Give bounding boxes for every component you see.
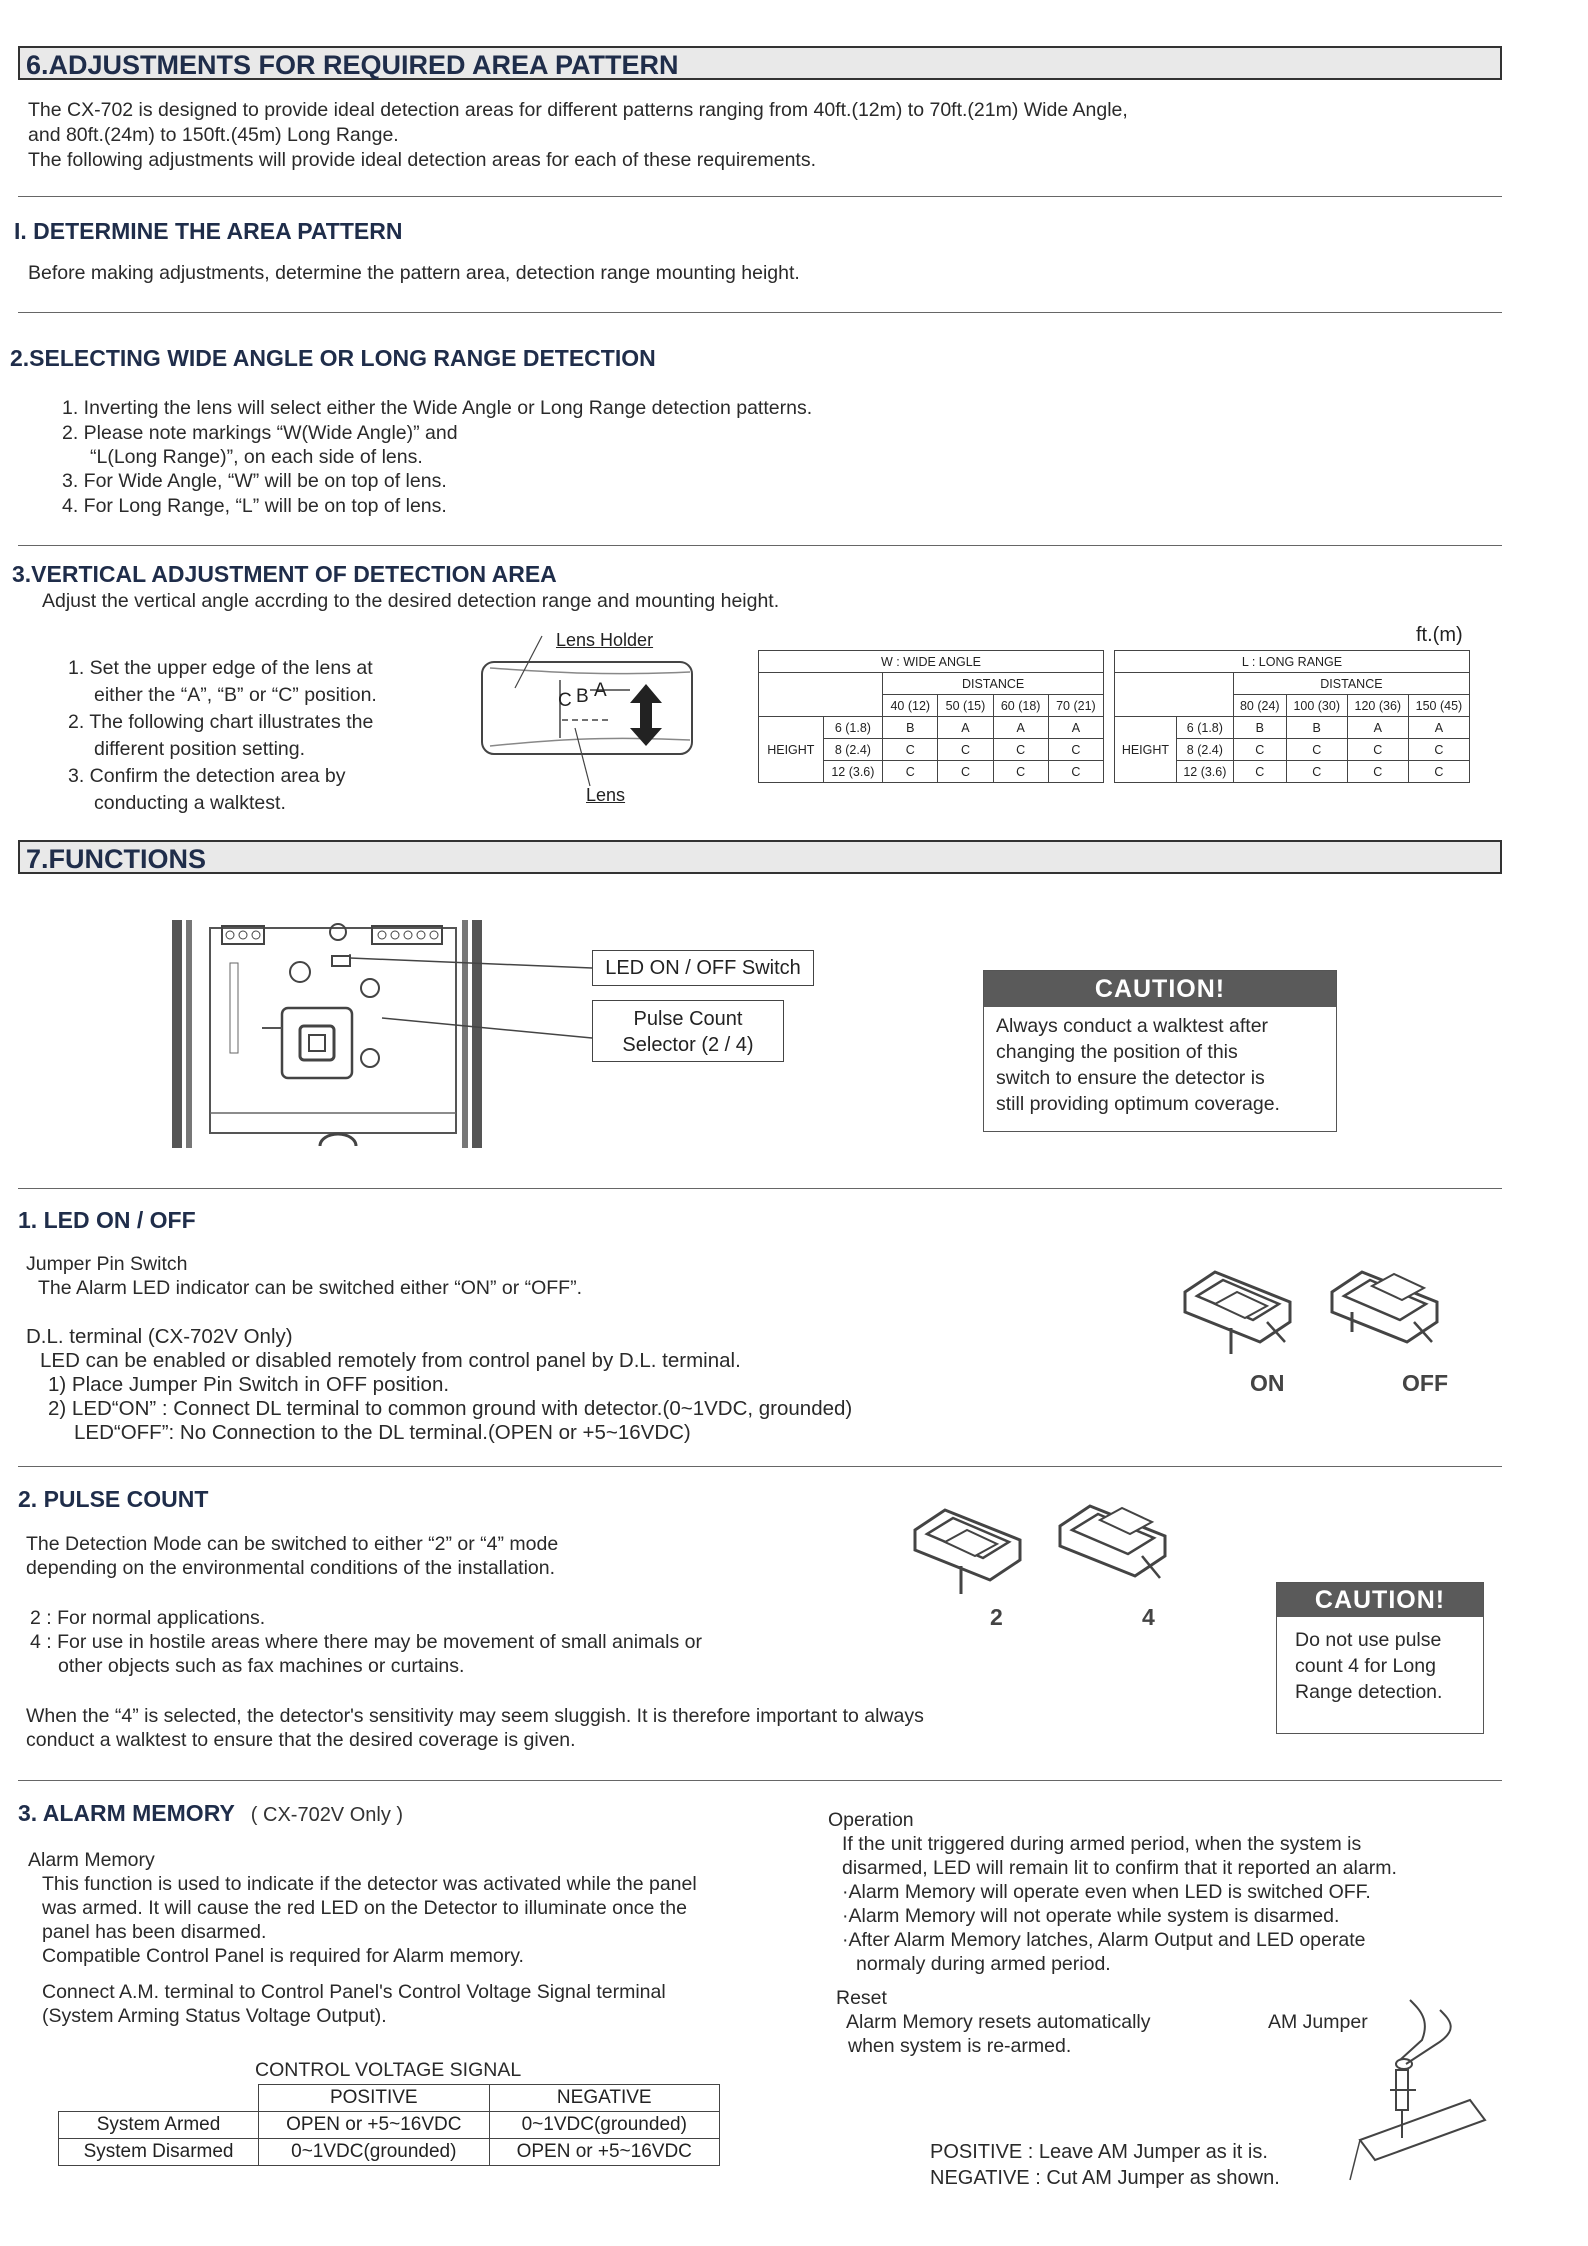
- selecting-heading: 2.SELECTING WIDE ANGLE OR LONG RANGE DETECTION: [10, 345, 656, 371]
- op-line: ·Alarm Memory will operate even when LED is switched OFF.: [842, 1881, 1371, 1903]
- section7-heading: 7.FUNCTIONS: [18, 840, 1502, 874]
- caution-line: Range detection.: [1295, 1681, 1443, 1703]
- long-cell: B: [1233, 717, 1286, 739]
- pulse-2-jumper-icon: [905, 1500, 1035, 1600]
- long-title: L : LONG RANGE: [1115, 651, 1470, 673]
- am-line: Compatible Control Panel is required for Alarm memory.: [42, 1945, 524, 1967]
- am-jumper-label: AM Jumper: [1268, 2011, 1368, 2033]
- reset-line-1: Alarm Memory resets automatically: [846, 2011, 1151, 2033]
- section6-intro-3: The following adjustments will provide ideal detection areas for each of these requirements.: [28, 149, 817, 171]
- cvs-title: CONTROL VOLTAGE SIGNAL: [255, 2059, 522, 2081]
- off-label: OFF: [1402, 1370, 1448, 1396]
- wide-cell: C: [993, 739, 1048, 761]
- wide-cell: C: [1048, 739, 1103, 761]
- vertical-step-2b: different position setting.: [94, 738, 306, 760]
- jumper-on-icon: [1175, 1262, 1305, 1362]
- memory-heading-note: ( CX-702V Only ): [250, 1804, 404, 1826]
- op-title: Operation: [828, 1809, 914, 1831]
- am-line: panel has been disarmed.: [42, 1921, 267, 1943]
- long-row-h: 6 (1.8): [1176, 717, 1233, 739]
- long-cell: B: [1286, 717, 1347, 739]
- divider: [18, 545, 1502, 546]
- unit-label: ft.(m): [1416, 624, 1463, 646]
- selecting-item-1: 1. Inverting the lens will select either the Wide Angle or Long Range detection patterns.: [62, 397, 813, 419]
- pulse-note-2: conduct a walktest to ensure that the desired coverage is given.: [26, 1729, 576, 1751]
- cvs-cell: 0~1VDC(grounded): [259, 2139, 489, 2166]
- wide-row-h: 6 (1.8): [823, 717, 883, 739]
- wide-cell: C: [993, 761, 1048, 783]
- lens-holder-label: Lens Holder: [556, 630, 654, 650]
- long-row-h: 8 (2.4): [1176, 739, 1233, 761]
- lens-letter-c: C: [558, 690, 572, 711]
- pulse-note-1: When the “4” is selected, the detector's sensitivity may seem sluggish. It is therefore important to always: [26, 1705, 924, 1727]
- wide-cell: A: [938, 717, 993, 739]
- wide-col: 70 (21): [1048, 695, 1103, 717]
- divider: [18, 196, 1502, 197]
- wide-cell: C: [938, 761, 993, 783]
- cvs-row-label: System Disarmed: [59, 2139, 259, 2166]
- pulse-opt-4a: 4 : For use in hostile areas where there may be movement of small animals or: [30, 1631, 702, 1653]
- wide-height: HEIGHT: [759, 717, 824, 783]
- dl-step-1: 1) Place Jumper Pin Switch in OFF position.: [48, 1373, 450, 1396]
- jumper-off-icon: [1322, 1262, 1452, 1362]
- selecting-item-2: 2. Please note markings “W(Wide Angle)” and: [62, 422, 458, 444]
- pulse-selector-callout: [592, 1000, 784, 1062]
- lens-diagram: [480, 628, 700, 798]
- wide-cell: A: [993, 717, 1048, 739]
- selecting-item-2b: “L(Long Range)”, on each side of lens.: [90, 446, 423, 468]
- caution-title: CAUTION!: [1277, 1583, 1483, 1617]
- vertical-step-2: 2. The following chart illustrates the: [68, 711, 374, 733]
- section6-intro-2: and 80ft.(24m) to 150ft.(45m) Long Range.: [28, 124, 399, 146]
- wide-distance: DISTANCE: [883, 673, 1104, 695]
- vertical-subtext: Adjust the vertical angle accrding to the desired detection range and mounting height.: [42, 590, 780, 612]
- caution-box-2: [1276, 1582, 1484, 1734]
- long-col: 150 (45): [1408, 695, 1469, 717]
- divider: [18, 1466, 1502, 1467]
- pulse-4-jumper-icon: [1050, 1496, 1180, 1596]
- caution-box-1: [983, 970, 1337, 1132]
- wide-col: 60 (18): [993, 695, 1048, 717]
- wide-row-h: 8 (2.4): [823, 739, 883, 761]
- connect-line-2: (System Arming Status Voltage Output).: [42, 2005, 387, 2027]
- negative-note: NEGATIVE : Cut AM Jumper as shown.: [930, 2167, 1280, 2189]
- selecting-item-3: 3. For Wide Angle, “W” will be on top of lens.: [62, 470, 447, 492]
- memory-heading-title: 3. ALARM MEMORY: [18, 1800, 235, 1826]
- am-line: was armed. It will cause the red LED on the Detector to illuminate once the: [42, 1897, 687, 1919]
- pulse-4-label: 4: [1142, 1604, 1155, 1630]
- long-cell: C: [1347, 739, 1408, 761]
- dl-text: LED can be enabled or disabled remotely from control panel by D.L. terminal.: [40, 1349, 741, 1372]
- long-cell: C: [1286, 761, 1347, 783]
- reset-line-2: when system is re-armed.: [848, 2035, 1072, 2057]
- section6-intro-1: The CX-702 is designed to provide ideal detection areas for different patterns ranging from 40ft.(12m) to 70ft.(21m) Wide Angle,: [28, 99, 1128, 121]
- callout-leader-lines: [330, 950, 600, 1060]
- wide-cell: C: [883, 739, 938, 761]
- long-cell: A: [1408, 717, 1469, 739]
- cvs-positive-header: POSITIVE: [259, 2085, 489, 2112]
- op-line: If the unit triggered during armed period, when the system is: [842, 1833, 1362, 1855]
- pulse-opt-4b: other objects such as fax machines or curtains.: [58, 1655, 465, 1677]
- vertical-step-1: 1. Set the upper edge of the lens at: [68, 657, 373, 679]
- wide-col: 40 (12): [883, 695, 938, 717]
- vertical-heading: 3.VERTICAL ADJUSTMENT OF DETECTION AREA: [12, 561, 557, 587]
- cvs-negative-header: NEGATIVE: [489, 2085, 719, 2112]
- long-cell: C: [1233, 761, 1286, 783]
- wide-title: W : WIDE ANGLE: [759, 651, 1104, 673]
- wide-cell: A: [1048, 717, 1103, 739]
- long-cell: C: [1347, 761, 1408, 783]
- caution-line: still providing optimum coverage.: [996, 1093, 1280, 1115]
- long-cell: A: [1347, 717, 1408, 739]
- long-range-table: [1114, 650, 1470, 783]
- dl-step-2: 2) LED“ON” : Connect DL terminal to common ground with detector.(0~1VDC, grounded): [48, 1397, 853, 1420]
- pulse-2-label: 2: [990, 1604, 1003, 1630]
- caution-line: switch to ensure the detector is: [996, 1067, 1265, 1089]
- determine-heading: I. DETERMINE THE AREA PATTERN: [14, 218, 403, 244]
- long-col: 120 (36): [1347, 695, 1408, 717]
- dl-step-3: LED“OFF”: No Connection to the DL terminal.(OPEN or +5~16VDC): [74, 1421, 691, 1444]
- led-heading: 1. LED ON / OFF: [18, 1207, 196, 1233]
- lens-label: Lens: [586, 785, 626, 805]
- memory-heading: [18, 1800, 403, 1827]
- long-distance: DISTANCE: [1233, 673, 1469, 695]
- jumper-text: The Alarm LED indicator can be switched either “ON” or “OFF”.: [38, 1277, 583, 1299]
- am-title: Alarm Memory: [28, 1849, 155, 1871]
- am-jumper-cut-illustration: [1340, 1990, 1490, 2190]
- section6-heading: 6.ADJUSTMENTS FOR REQUIRED AREA PATTERN: [18, 46, 1502, 80]
- wide-cell: B: [883, 717, 938, 739]
- wide-cell: C: [1048, 761, 1103, 783]
- wide-cell: C: [938, 739, 993, 761]
- caution-line: Do not use pulse: [1295, 1629, 1442, 1651]
- dl-title: D.L. terminal (CX-702V Only): [26, 1325, 293, 1348]
- long-row-h: 12 (3.6): [1176, 761, 1233, 783]
- on-label: ON: [1250, 1370, 1285, 1396]
- positive-note: POSITIVE : Leave AM Jumper as it is.: [930, 2141, 1268, 2163]
- pulse-selector-line-1: Pulse Count: [633, 1008, 743, 1030]
- vertical-step-3: 3. Confirm the detection area by: [68, 765, 346, 787]
- vertical-step-3b: conducting a walktest.: [94, 792, 286, 814]
- wide-angle-table: [758, 650, 1104, 783]
- caution-line: Always conduct a walktest after: [996, 1015, 1269, 1037]
- vertical-step-1b: either the “A”, “B” or “C” position.: [94, 684, 377, 706]
- caution-line: count 4 for Long: [1295, 1655, 1436, 1677]
- pulse-selector-line-2: Selector (2 / 4): [622, 1034, 754, 1056]
- lens-letter-b: B: [576, 686, 589, 707]
- control-voltage-table: [58, 2084, 720, 2166]
- pulse-heading: 2. PULSE COUNT: [18, 1486, 209, 1512]
- pulse-text-2: depending on the environmental conditions of the installation.: [26, 1557, 556, 1579]
- long-cell: C: [1408, 739, 1469, 761]
- long-cell: C: [1286, 739, 1347, 761]
- long-cell: C: [1233, 739, 1286, 761]
- op-line: ·After Alarm Memory latches, Alarm Output and LED operate: [842, 1929, 1366, 1951]
- divider: [18, 312, 1502, 313]
- wide-col: 50 (15): [938, 695, 993, 717]
- am-line: This function is used to indicate if the detector was activated while the panel: [42, 1873, 697, 1895]
- wide-cell: C: [883, 761, 938, 783]
- op-line: disarmed, LED will remain lit to confirm that it reported an alarm.: [842, 1857, 1397, 1879]
- divider: [18, 1780, 1502, 1781]
- divider: [18, 1188, 1502, 1189]
- op-line: ·Alarm Memory will not operate while system is disarmed.: [842, 1905, 1340, 1927]
- cvs-cell: OPEN or +5~16VDC: [489, 2139, 719, 2166]
- pulse-text-1: The Detection Mode can be switched to either “2” or “4” mode: [26, 1533, 559, 1555]
- determine-text: Before making adjustments, determine the pattern area, detection range mounting height.: [28, 262, 800, 284]
- jumper-title: Jumper Pin Switch: [26, 1253, 188, 1275]
- selecting-item-4: 4. For Long Range, “L” will be on top of lens.: [62, 495, 447, 517]
- cvs-cell: 0~1VDC(grounded): [489, 2112, 719, 2139]
- op-line: normaly during armed period.: [856, 1953, 1111, 1975]
- caution-line: changing the position of this: [996, 1041, 1238, 1063]
- reset-title: Reset: [836, 1987, 887, 2009]
- long-col: 80 (24): [1233, 695, 1286, 717]
- cvs-row-label: System Armed: [59, 2112, 259, 2139]
- cvs-cell: OPEN or +5~16VDC: [259, 2112, 489, 2139]
- long-cell: C: [1408, 761, 1469, 783]
- long-col: 100 (30): [1286, 695, 1347, 717]
- led-switch-callout: LED ON / OFF Switch: [592, 950, 814, 986]
- pulse-opt-2: 2 : For normal applications.: [30, 1607, 266, 1629]
- wide-row-h: 12 (3.6): [823, 761, 883, 783]
- connect-line-1: Connect A.M. terminal to Control Panel's Control Voltage Signal terminal: [42, 1981, 666, 2003]
- caution-title: CAUTION!: [984, 971, 1336, 1007]
- lens-letter-a: A: [594, 680, 607, 701]
- long-height: HEIGHT: [1115, 717, 1177, 783]
